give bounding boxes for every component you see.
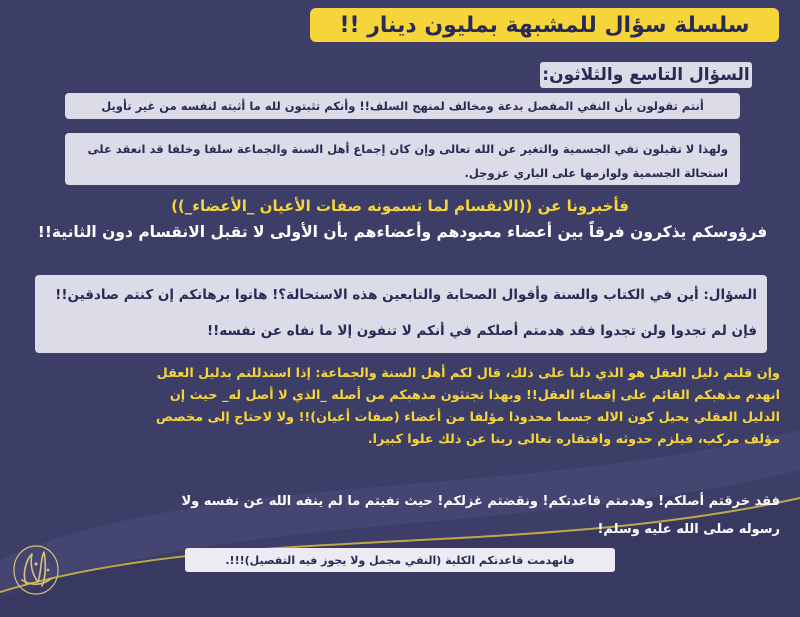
conclusion-line: فقد خرقتم أصلكم! وهدمتم قاعدتكم! ونقضتم غزلكم! حيث نفيتم ما لم ينفه الله عن نفسه ولا xyxy=(181,494,780,509)
reason-line: انهدم مذهبكم القائم على إقصاء العقل!! وبهذا تجتثون مذهبكم من أصله _الذي لا أصل له_ حيث إن xyxy=(169,388,780,403)
question-label: السؤال التاسع والثلاثون: xyxy=(542,65,750,85)
title-banner xyxy=(312,10,777,40)
footer-text: فانهدمت قاعدتكم الكلية (النفي مجمل ولا يجوز فيه التفصيل)!!!. xyxy=(225,553,575,567)
conclusion-paragraph xyxy=(20,488,780,544)
question-box xyxy=(35,275,767,353)
claim-box xyxy=(65,93,740,119)
inquiry-statement: فرؤوسكم يذكرون فرقاً بين أعضاء معبودهم وأعضاءهم بأن الأولى لا تقبل الانقسام دون الثانية!! xyxy=(37,223,768,241)
conclusion-line: رسوله صلى الله عليه وسلم! xyxy=(597,522,780,537)
page-title: سلسلة سؤال للمشبهة بمليون دينار !! xyxy=(339,12,750,38)
reason-line: وإن قلتم دليل العقل هو الذي دلنا على ذلك، قال لكم أهل السنة والجماعة: إذا استدللتم بدليل العقل xyxy=(156,366,780,381)
footer-box xyxy=(185,548,615,572)
consensus-box xyxy=(65,133,740,185)
reason-line: مؤلف مركب، فيلزم حدوثه وافتقاره تعالى ربنا عن ذلك علوا كبيرا. xyxy=(367,432,780,447)
calligraphy-logo xyxy=(8,540,64,600)
question-label-box xyxy=(540,62,752,88)
question-text: السؤال: أين في الكتاب والسنة وأقوال الصحابة والتابعين هذه الاستحالة؟! هاتوا برهانكم إن كنتم صادقين!! فإن لم تجدوا ولن تجدوا فقد هدمتم أصلكم في أنكم لا تنفون إلا ما نفاه عن نفسه!! xyxy=(55,287,757,339)
claim-text: أنتم تقولون بأن النفي المفصل بدعة ومخالف لمنهج السلف!! وأنكم تثبتون لله ما أثبته لنفسه من غير تأويل xyxy=(101,99,704,113)
consensus-text: ولهذا لا تقبلون نفي الجسمية والتغير عن الله تعالى وإن كان إجماع أهل السنة والجماعة سلفا وخلفا قد انعقد على استحالة الجسمية ولوازمها على الباري عزوجل. xyxy=(87,142,728,180)
reason-line: الدليل العقلي يحيل كون الاله جسما محدودا مؤلفا من أعضاء (صفات أعيان)!! ولا لاحتاج إلى مخصص xyxy=(155,410,780,425)
inquiry-heading: فأخبرونا عن ((الانقسام لما تسمونه صفات الأعيان _الأعضاء_)) xyxy=(171,197,629,215)
reason-paragraph xyxy=(20,363,780,451)
